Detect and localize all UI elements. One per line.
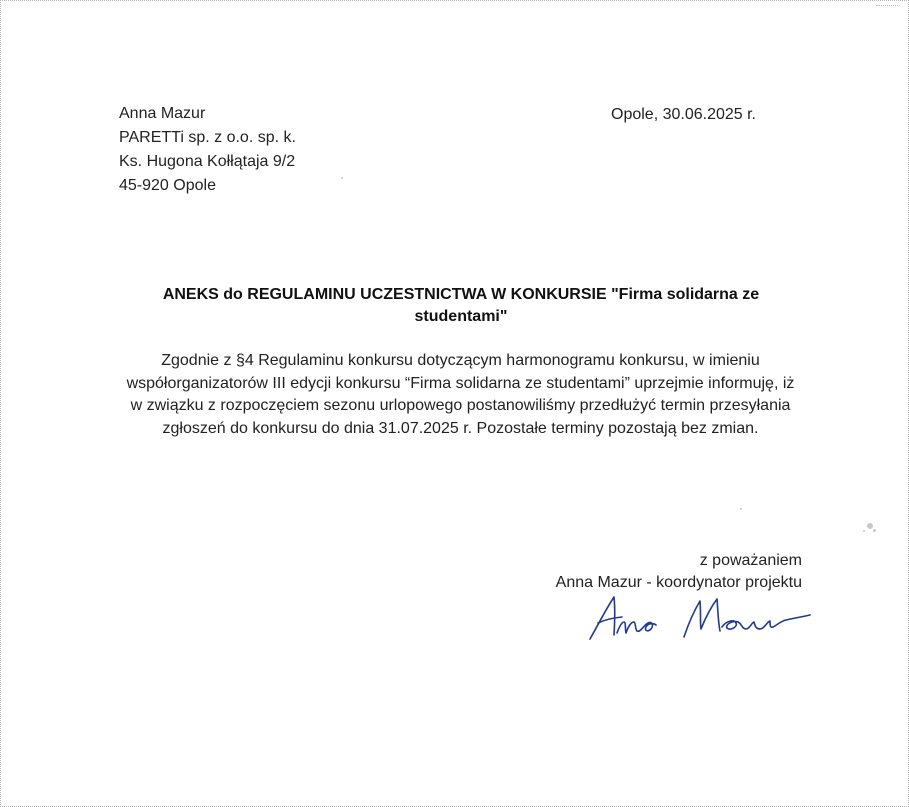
handwritten-signature [584,589,814,647]
scan-speck [341,177,343,179]
sender-address [119,102,296,198]
scan-speck [740,508,742,510]
closing-signatory: Anna Mazur - koordynator projektu [555,574,802,591]
scan-speck [867,523,873,529]
scan-speck [863,530,865,532]
sender-company: PARETTi sp. z o.o. sp. k. [119,129,296,146]
sender-city: 45-920 Opole [119,177,216,194]
sender-street: Ks. Hugona Kołłątaja 9/2 [119,153,296,170]
sender-name: Anna Mazur [119,105,206,122]
scan-speck [873,529,876,532]
document-title: ANEKS do REGULAMINU UCZESTNICTWA W KONKURSIE "Firma solidarna ze studentami" [162,286,760,325]
closing-block [521,550,802,594]
closing-greeting: z poważaniem [699,552,802,569]
corner-mark [876,5,900,9]
place-date: Opole, 30.06.2025 r. [611,106,756,123]
body-paragraph: Zgodnie z §4 Regulaminu konkursu dotyczącym harmonogramu konkursu, w imieniu współorganizatorów III edycji konkursu “Firma solidarna ze studentami” uprzejmie informuję, iż w związku z rozpoczęciem sezonu urlopowego postanowiliśmy przedłużyć termin przesyłania zgłoszeń do konkursu do dnia 31.07.2025 r. Pozostałe terminy pozostają bez zmian. [126,352,795,437]
